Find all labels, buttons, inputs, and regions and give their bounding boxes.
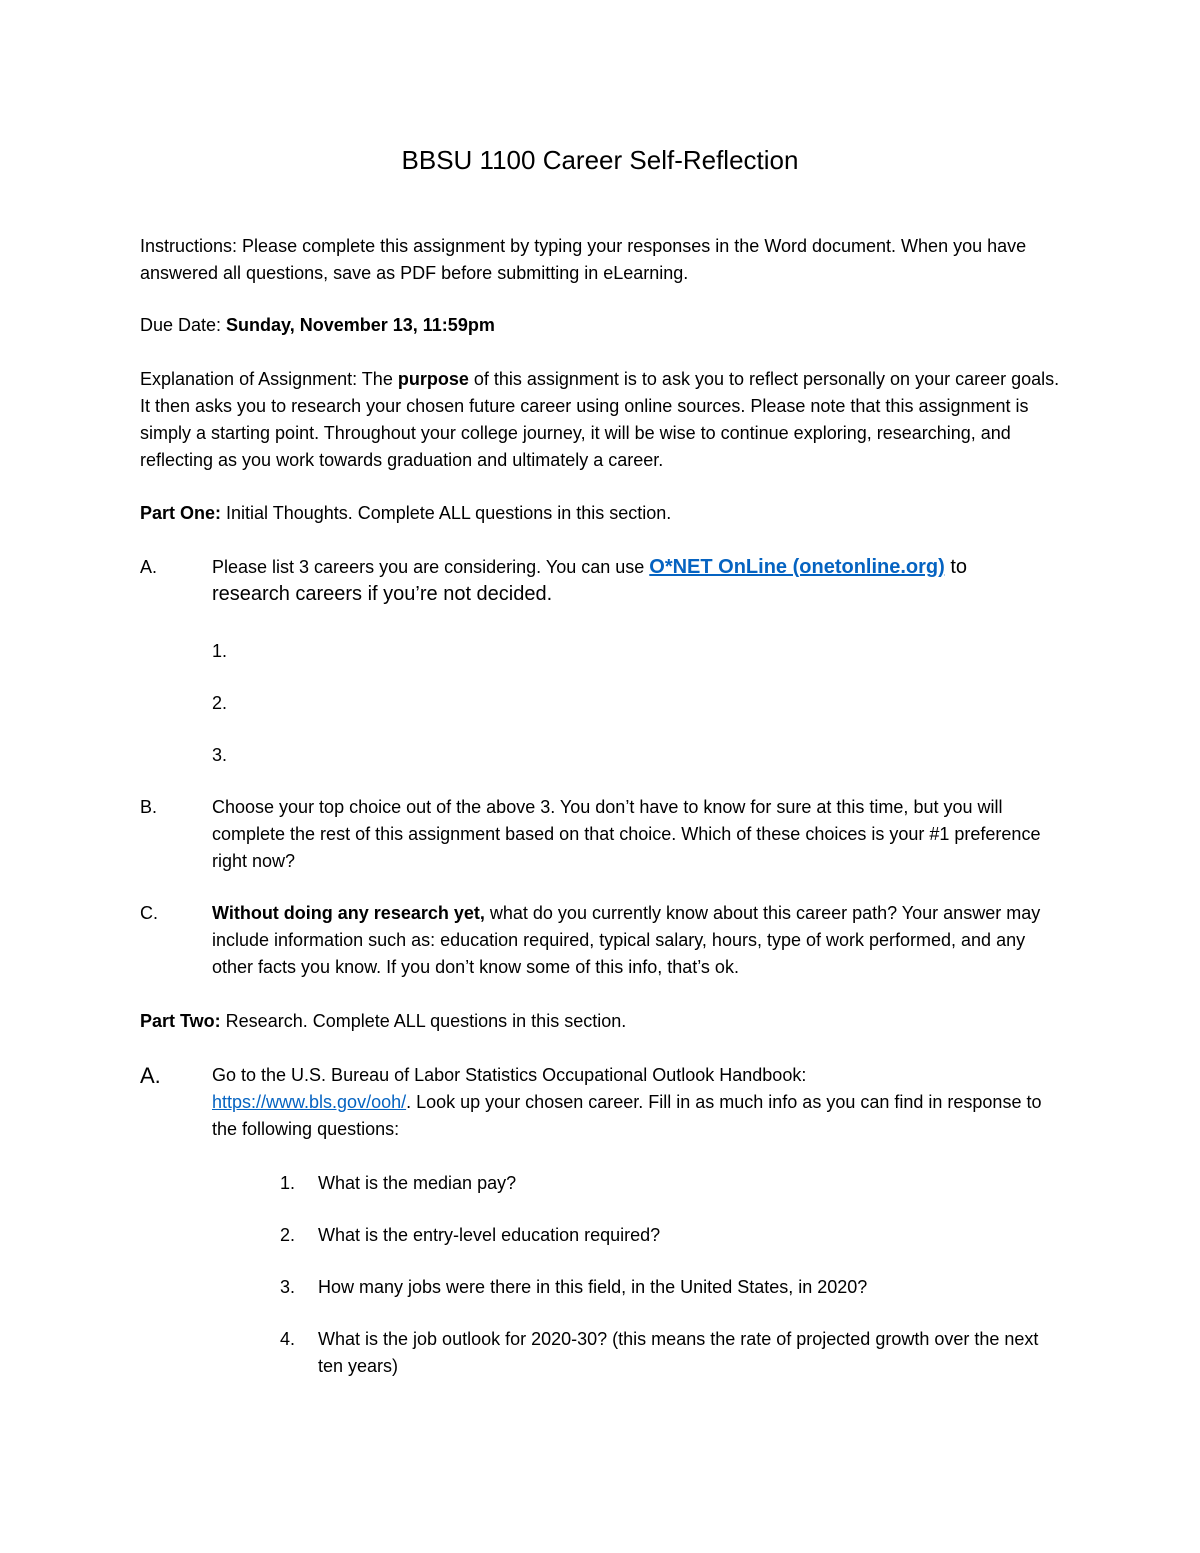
explanation-text: of this assignment is to ask you to reflect personally on your career goals. It then asks you to research your chosen future career using online sources. Please note that this assignment is simply a starting point. Throughout your college journey, it will be wise to continue exploring, researching, and reflecting as you work towards graduation and ultimately a career. [140,369,1060,470]
due-date-label: Due Date: [140,315,227,335]
question-number: 2. [280,1225,296,1245]
item-b-text: Choose your top choice out of the above 3. You don’t have to know for sure at this time, but you will complete the rest of this assignment based on that choice. Which of these choices is your #1 preference right now? [212,797,1041,871]
question-number: 1. [280,1173,296,1193]
question-number: 3. [280,1277,296,1297]
part-one-heading-line [140,500,1060,527]
explanation-label: Explanation of Assignment: The [140,369,398,389]
onet-online-link[interactable]: O*NET OnLine (onetonline.org) [649,556,945,578]
part-two-subtitle: Research. Complete ALL questions in this section. [220,1011,627,1031]
document-title: BBSU 1100 Career Self-Reflection [401,145,799,175]
bls-ooh-link[interactable]: https://www.bls.gov/ooh/ [212,1092,407,1112]
career-list-item-2: 2. [212,693,228,713]
part-two-heading-line [140,1008,1060,1035]
question-number: 4. [280,1329,296,1349]
item-marker: A. [140,557,158,577]
item-c-bold: Without doing any research yet, [212,903,485,923]
career-list-item-1: 1. [212,641,228,661]
explanation-bold: purpose [397,369,469,389]
career-list-item-3: 3. [212,745,228,765]
item-marker: A. [140,1063,161,1088]
part-one-heading: Part One: [140,503,222,523]
due-date-value: Sunday, November 13, 11:59pm [226,315,495,335]
item-marker: C. [140,903,158,923]
item-content [212,1062,1060,1143]
question-text: What is the entry-level education required? [318,1225,661,1245]
part-one-subtitle: Initial Thoughts. Complete ALL questions in this section. [221,503,672,523]
instructions-paragraph: Instructions: Please complete this assignment by typing your responses in the Word document. When you have answered all questions, save as PDF before submitting in eLearning. [140,236,1027,283]
item-c-text: what do you currently know about this career path? Your answer may include information such as: education required, typical salary, hours, type of work performed, and any other facts you know. If you don’t know some of this info, that’s ok. [212,903,1041,977]
item-content [212,554,1060,608]
question-text: How many jobs were there in this field, in the United States, in 2020? [318,1277,868,1297]
item-a-text-line2: research careers if you’re not decided. [212,583,553,605]
part-two-heading: Part Two: [140,1011,221,1031]
due-date-paragraph [140,312,1060,339]
question-text: What is the median pay? [318,1173,517,1193]
explanation-paragraph [140,366,1060,474]
question-text: What is the job outlook for 2020-30? (this means the rate of projected growth over the next ten years) [318,1329,1039,1376]
item-a2-text-after: . Look up your chosen career. Fill in as much info as you can find in response to the following questions: [212,1092,1042,1139]
item-a-text-after: to [944,556,968,578]
item-content [212,900,1060,981]
item-marker: B. [140,797,158,817]
item-a-text: Please list 3 careers you are considering. You can use [212,557,650,577]
item-a2-text: Go to the U.S. Bureau of Labor Statistics Occupational Outlook Handbook: [212,1065,807,1085]
